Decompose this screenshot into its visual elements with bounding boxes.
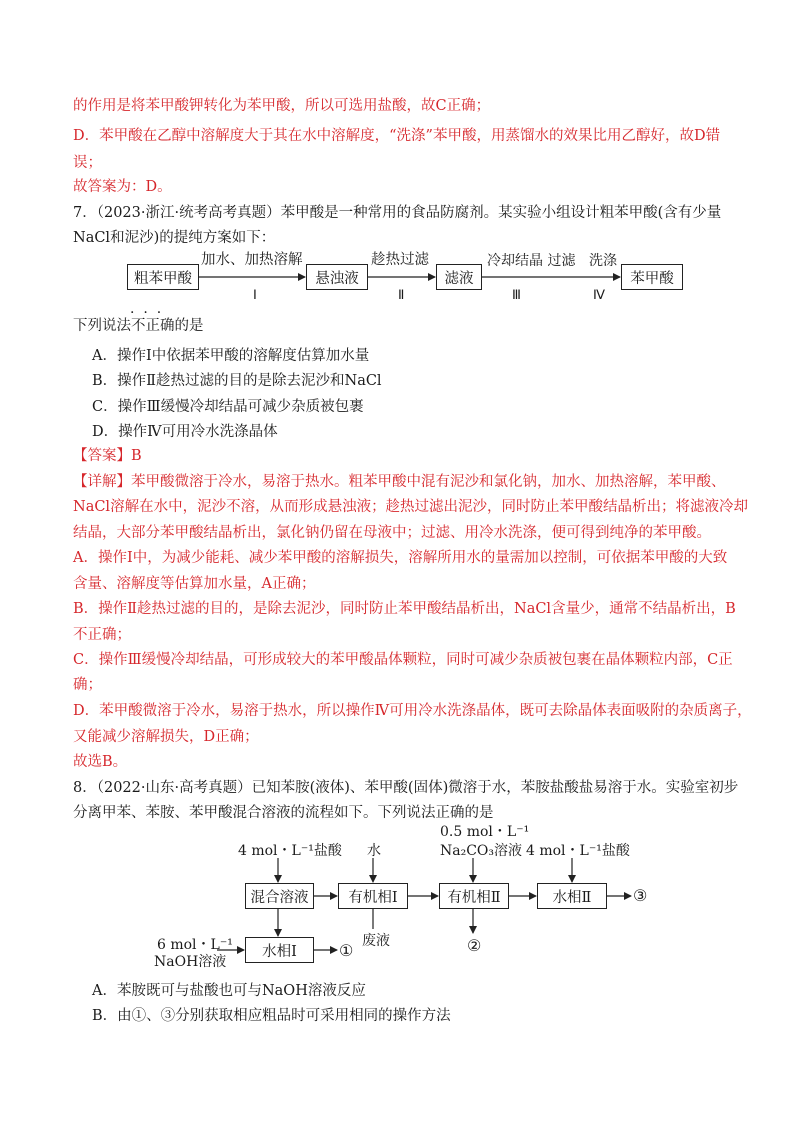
explanation-line: 结晶，大部分苯甲酸结晶析出，氯化钠仍留在母液中；过滤、用冷水洗涤，便可得到纯净的苯甲酸。 xyxy=(73,525,711,541)
explanation-line: NaCl溶解在水中，泥沙不溶，从而形成悬浊液；趁热过滤出泥沙，同时防止苯甲酸结晶析出；将滤液冷却 xyxy=(73,499,749,515)
emphasis-dots: · · · xyxy=(130,305,162,321)
explanation-line: 故选B。 xyxy=(73,754,128,770)
answer: 【答案】B xyxy=(73,448,142,464)
explanation-line: 又能减少溶解损失，D正确； xyxy=(73,729,259,745)
output-1: ① xyxy=(339,941,354,960)
question-7-prompt: 下列说法不正确的是 xyxy=(73,318,204,334)
option-c: C．操作Ⅲ缓慢冷却结晶可减少杂质被包裹 xyxy=(92,399,364,415)
output-3: ③ xyxy=(633,886,648,905)
op-label-3: 冷却结晶 过滤 xyxy=(487,253,576,269)
step-label-1: Ⅰ xyxy=(253,287,257,302)
reagent-naoh: NaOH溶液 xyxy=(154,954,227,970)
option-a: A．操作Ⅰ中依据苯甲酸的溶解度估算加水量 xyxy=(92,348,370,364)
option-a: A．苯胺既可与盐酸也可与NaOH溶液反应 xyxy=(92,983,366,999)
flow-box-aqueous-1: 水相Ⅰ xyxy=(245,937,314,963)
explanation-line: A．操作Ⅰ中，为减少能耗、减少苯甲酸的溶解损失，溶解所用水的量需加以控制，可依据苯甲酸的大致 xyxy=(73,550,728,566)
explanation-line: 【详解】苯甲酸微溶于冷水，易溶于热水。粗苯甲酸中混有泥沙和氯化钠，加水、加热溶解，苯甲酸、 xyxy=(73,474,726,490)
flow-box-aqueous-2: 水相Ⅱ xyxy=(537,883,607,909)
reagent-water: 水 xyxy=(367,843,381,859)
step-label-2: Ⅱ xyxy=(398,287,405,302)
text-line: D．苯甲酸在乙醇中溶解度大于其在水中溶解度，“洗涤”苯甲酸，用蒸馏水的效果比用乙醇好，故D错 xyxy=(73,128,721,144)
flow-box-mixture: 混合溶液 xyxy=(245,883,314,909)
flow-box-organic-1: 有机相Ⅰ xyxy=(338,883,408,909)
option-d: D．操作Ⅳ可用冷水洗涤晶体 xyxy=(92,424,278,440)
explanation-line: D．苯甲酸微溶于冷水，易溶于热水，所以操作Ⅳ可用冷水洗涤晶体，既可去除晶体表面吸附的杂质离子， xyxy=(73,703,752,719)
question-8-stem: 8．（2022·山东·高考真题）已知苯胺(液体)、苯甲酸(固体)微溶于水，苯胺盐酸盐易溶于水。实验室初步 xyxy=(73,780,739,796)
question-7-stem: 7．（2023·浙江·统考高考真题）苯甲酸是一种常用的食品防腐剂。某实验小组设计粗苯甲酸(含有少量 xyxy=(73,205,722,221)
reagent-hcl-1: 4 mol・L⁻¹盐酸 xyxy=(238,843,342,859)
explanation-line: 不正确； xyxy=(73,627,131,643)
reagent-na2co3-conc: 0.5 mol・L⁻¹ xyxy=(440,824,530,840)
text-line: 的作用是将苯甲酸钾转化为苯甲酸，所以可选用盐酸，故C正确； xyxy=(73,98,491,114)
flow-box-crude: 粗苯甲酸 xyxy=(127,264,199,290)
explanation-line: 确； xyxy=(73,677,102,693)
option-b: B．操作Ⅱ趁热过滤的目的是除去泥沙和NaCl xyxy=(92,373,382,389)
text-line: 故答案为：D。 xyxy=(73,179,172,195)
question-7-stem-cont: NaCl和泥沙)的提纯方案如下： xyxy=(73,230,276,246)
op-label-1: 加水、加热溶解 xyxy=(201,252,303,268)
step-label-3: Ⅲ xyxy=(512,287,521,302)
flow-box-suspension: 悬浊液 xyxy=(306,264,368,290)
waste-label: 废液 xyxy=(362,933,390,949)
explanation-line: 含量、溶解度等估算加水量，A正确； xyxy=(73,576,316,592)
step-label-4: Ⅳ xyxy=(593,287,605,302)
output-2: ② xyxy=(467,936,482,955)
flow-box-product: 苯甲酸 xyxy=(621,264,683,290)
flow-box-organic-2: 有机相Ⅱ xyxy=(439,883,509,909)
reagent-hcl-2: 4 mol・L⁻¹盐酸 xyxy=(526,843,630,859)
option-b: B．由①、③分别获取相应粗品时可采用相同的操作方法 xyxy=(92,1008,451,1024)
explanation-line: B．操作Ⅱ趁热过滤的目的，是除去泥沙，同时防止苯甲酸结晶析出，NaCl含量少，通常不结晶析出，B xyxy=(73,601,736,617)
op-label-2: 趁热过滤 xyxy=(371,252,429,268)
reagent-naoh-conc: 6 mol・L⁻¹ xyxy=(157,937,233,953)
explanation-line: C．操作Ⅲ缓慢冷却结晶，可形成较大的苯甲酸晶体颗粒，同时可减少杂质被包裹在晶体颗粒内部，C正 xyxy=(73,652,733,668)
question-8-stem-cont: 分离甲苯、苯胺、苯甲酸混合溶液的流程如下。下列说法正确的是 xyxy=(73,805,494,821)
text-line: 误； xyxy=(73,155,102,171)
op-label-4: 洗涤 xyxy=(589,253,617,269)
reagent-na2co3: Na₂CO₃溶液 xyxy=(440,843,523,859)
flow-box-filtrate: 滤液 xyxy=(436,264,482,290)
